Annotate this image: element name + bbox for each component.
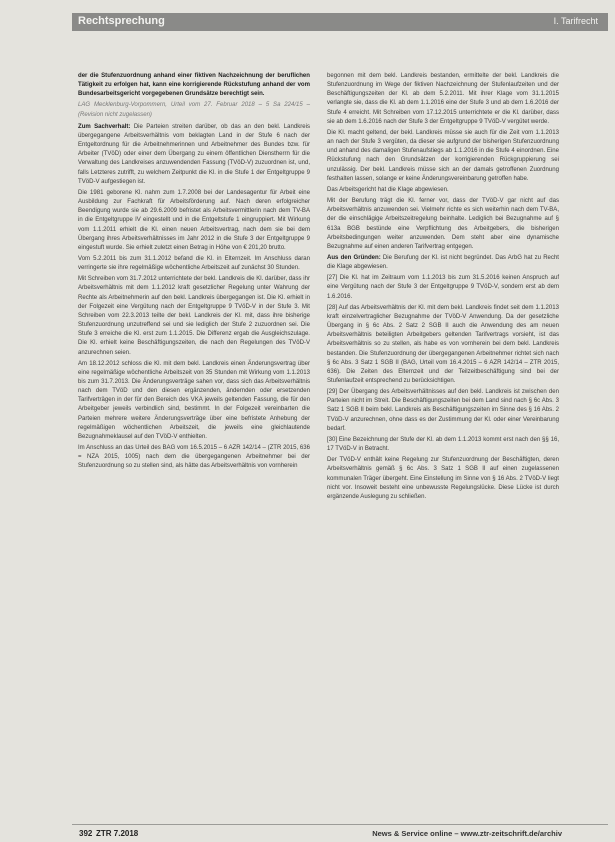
body-paragraph: [30] Eine Bezeichnung der Stufe der Kl. ab dem 1.1.2013 kommt erst nach den §§ 16, 17 TVöD-V in Betracht.	[327, 436, 559, 453]
page-number: 392	[79, 829, 93, 838]
body-paragraph: begonnen mit dem bekl. Landkreis bestanden, ermittelte der bekl. Landkreis die Stufenzuordnung im Wege der fiktiven Nachzeichnung der Stufenlaufzeiten und der Beschäftigungszeiten der Kl. ab dem 5.2.2011. Mit ihrer Klage vom 31.1.2015 verlangte sie, dass die Kl. ab dem 1.1.2016 eine der Stufe 3 und ab dem 1.6.2016 der Stufe 4 erreicht. Mit Schreiben vom 17.12.2015 unterrichtete er die Kl. darüber, dass sie ab dem 1.6.2016 nach der Stufe 3 der Entgeltgruppe 9 TVöD-V vergütet werde.	[327, 73, 559, 125]
reasons-heading: Aus den Gründen:	[327, 254, 381, 261]
body-paragraph: Das Arbeitsgericht hat die Klage abgewiesen.	[327, 186, 449, 193]
reasons-text: Die Berufung der Kl. ist nicht begründet. Das ArbG hat zu Recht die Klage abgewiesen.	[327, 254, 559, 271]
court-citation: LAG Mecklenburg-Vorpommern, Urteil vom 27. Februar 2018 – 5 Sa 224/15 – (Revision nicht zugelassen)	[78, 102, 310, 118]
body-paragraph: Die 1981 geborene Kl. nahm zum 1.7.2008 bei der Landesagentur für Arbeit eine Ausbildung zur Fachkraft für Arbeitsförderung auf. Nach deren erfolgreicher Beendigung wurde sie ab 29.6.2009 befristet als Arbeitsvermittlerin nach dem TV-BA in die Entgeltgruppe IV eingestellt und in die Entgeltstufe 1 eingruppiert. Mit Wirkung vom 1.1.2011 erhielt die Kl. einen neuen Arbeitsvertrag, nach dem sie bei dem Übergang ihres Arbeitsverhältnisses im Jahr 2012 in die Stufe 3 der Entgeltgruppe 9 eingestuft wurde. Sie erhielt zuletzt einen Betrag in Höhe von € 201,20 brutto.	[78, 189, 310, 251]
body-paragraph: [27] Die Kl. hat im Zeitraum vom 1.1.2013 bis zum 31.5.2016 keinen Anspruch auf eine Vergütung nach der Stufe 3 der Entgeltgruppe 9 TVöD-V, sondern erst ab dem 1.6.2016.	[327, 275, 559, 300]
facts-text: Die Parteien streiten darüber, ob das an den bekl. Landkreis übergegangene Arbeitsverhältnis vom beklagten Land in der Stufe 6 nach der Entgeltordnung für die Arbeitnehmerinnen und Arbeitnehmer des Bundes bzw. für Arbeiter (TVöD) oder einer dem Übergang zu einem öffentlichen Dienstherrn für die Verwaltung des Landkreises anzuwendenden Fassung (TVöD-V) zuzuordnen ist, und, falls Letzteres zutrifft, zu welchem Zeitpunkt die Kl. in die Stufe 1 der Entgeltgruppe 9 TVöD-V aufgestiegen ist.	[78, 123, 310, 185]
body-paragraph: Mit der Berufung trägt die Kl. ferner vor, dass der TVöD-V gar nicht auf das Arbeitsverhältnis anzuwenden sei. Vielmehr richte es sich weiterhin nach dem TV-BA, der die einschlägige Arbeitszeitregelung beinhalte. Lediglich bei Bezugnahme auf § 613a BGB bestünde eine Verpflichtung des Arbeitgebers, die bisherigen Arbeitsbedingungen weiter anzuwenden. Dem steht aber eine dynamische Bezugnahme auf einen anderen Tarifvertrag entgegen.	[327, 198, 559, 250]
section-subtitle: I. Tarifrecht	[553, 16, 598, 26]
body-paragraph: Vom 5.2.2011 bis zum 31.1.2012 befand die Kl. in Elternzeit. Im Anschluss daran verringerte sie ihre regelmäßige wöchentliche Arbeitszeit auf zunächst 30 Stunden.	[78, 255, 310, 272]
body-paragraph: Am 18.12.2012 schloss die Kl. mit dem bekl. Landkreis einen Änderungsvertrag über eine regelmäßige wöchentliche Arbeitszeit von 35 Stunden mit Wirkung vom 1.1.2013 bis zum 31.7.2013. Die Änderungsverträge sahen vor, dass sich das Arbeitsverhältnis nach dem TVöD und den diesen ergänzenden, ändernden oder ersetzenden Tarifverträgen in der für den Bereich des VKA jeweils geltenden Fassung, die für den Arbeitgeber jeweils verbindlich sind, bestimmt. In der Folgezeit vereinbarten die Parteien mehrere weitere Änderungsverträge über eine befristete Anhebung der regelmäßigen wöchentlichen Arbeitszeit, die jeweils eine gleichlautende Bezugnahmeklausel auf den TVöD-V enthielten.	[78, 360, 310, 440]
running-header	[72, 13, 608, 31]
body-paragraph: Der TVöD-V enthält keine Regelung zur Stufenzuordnung der Beschäftigten, deren Arbeitsverhältnis gemäß § 6c Abs. 3 Satz 1 SGB II auf einen zugelassenen kommunalen Träger übergeht. Eine Einstellung im Sinne von § 16 Abs. 2 TVöD-V liegt nicht vor. Insoweit besteht eine unbewusste Regelungslücke. Diese Lücke ist durch ergänzende Auslegung zu schließen.	[327, 457, 559, 500]
body-paragraph: Im Anschluss an das Urteil des BAG vom 16.5.2015 – 6 AZR 142/14 – (ZTR 2015, 636 = NZA 2015, 1005) nach dem die übergegangenen Arbeitnehmer bei der Stufenzuordnung so zu stellen sind, als hätte das Arbeitsverhältnis von vornherein	[78, 445, 310, 470]
body-paragraph: Die Kl. macht geltend, der bekl. Landkreis müsse sie auch für die Zeit vom 1.1.2013 an nach der Stufe 3 vergüten, da dieser sie aufgrund der bisherigen Stufenzuordnung und anhand des damaligen Stufenaufstiegs ab 1.1.2016 in die Stufe 4 einordnen. Eine Rückstufung nach den Grundsätzen der korrigierenden Rückgruppierung sei unzulässig. Der bekl. Landkreis müsse sich an der damals getroffenen Zuordnung festhalten lassen, solange er keine Änderungsvereinbarung getroffen habe.	[327, 129, 559, 182]
body-paragraph: [28] Auf das Arbeitsverhältnis der Kl. mit dem bekl. Landkreis findet seit dem 1.1.2013 kraft einzelvertraglicher Bezugnahme der TVöD-V Anwendung. Da der gesetzliche Übergang in § 6c Abs. 2 Satz 2 SGB II auch die Anwendung des am neuen Arbeitsverhältnis beteiligten Arbeitgebers geltenden Tarifvertrags vorsieht, ist das Arbeitsverhältnis so zu stellen, als habe es von vornherein bei dem bekl. Landkreis bestanden. Die Stufenzuordnung der übergegangenen Arbeitnehmer richtet sich nach § 6c Abs. 3 Satz 1 SGB II (BAG, Urteil vom 16.4.2015 – 6 AZR 142/14 – ZTR 2015, 636). Die Zeiten des Elternzeit und der Teilzeitbeschäftigung sind bei der Stufenlaufzeit entsprechend zu berücksichtigen.	[327, 304, 559, 384]
body-paragraph: Mit Schreiben vom 31.7.2012 unterrichtete der bekl. Landkreis die Kl. darüber, dass ihr Arbeitsverhältnis mit dem 1.1.2012 kraft gesetzlicher Regelung unter Wahrung der Rechte als Arbeitnehmerin auf den bekl. Landkreis übergegangen ist. Die Kl. erhielt in der Folgezeit eine Vergütung nach der Entgeltgruppe 9 TVöD-V in der Stufe 3. Mit Schreiben vom 22.3.2013 teilte der bekl. Landkreis der Kl. mit, dass ihre bisherige Stufenzuordnung unzutreffend sei und sie lediglich der Stufe 2 zuzuordnen sei. Die Stufe 3 erreiche die Kl. erst zum 1.1.2015. Die Differenz ergab die Ausgleichszulage. Die Kl. erhielt keine Beschäftigungszeiten, die nach den Regelungen des TVöD-V anzurechnen seien.	[78, 276, 310, 356]
footer-divider	[72, 824, 608, 825]
footer-link[interactable]: News & Service online – www.ztr-zeitschrift.de/archiv	[372, 829, 562, 838]
body-paragraph: [29] Der Übergang des Arbeitsverhältnisses auf den bekl. Landkreis ist zwischen den Parteien nicht im Streit. Die Beschäftigungszeiten bei dem Land sind nach § 6c Abs. 3 Satz 1 SGB II beim bekl. Landkreis als Beschäftigungszeiten im Sinne des § 16 Abs. 2 TVöD-V anzurechnen, ohne dass es der Zustimmung der Kl. oder einer Vereinbarung bedarf.	[327, 389, 559, 432]
right-column	[327, 72, 559, 504]
left-column	[78, 72, 310, 474]
section-title: Rechtsprechung	[78, 15, 165, 27]
journal-issue: ZTR 7.2018	[96, 829, 139, 838]
facts-paragraph	[78, 123, 310, 187]
facts-heading: Zum Sachverhalt:	[78, 123, 131, 130]
reasons-paragraph	[327, 254, 559, 272]
headnote: der die Stufenzuordnung anhand einer fiktiven Nachzeichnung der beruflichen Tätigkeit zu erfolgen hat, kann eine korrigierende Rückstufung anhand der vom Bundesarbeitsgericht vorgegebenen Grundsätze berechtigt sein.	[78, 73, 310, 98]
